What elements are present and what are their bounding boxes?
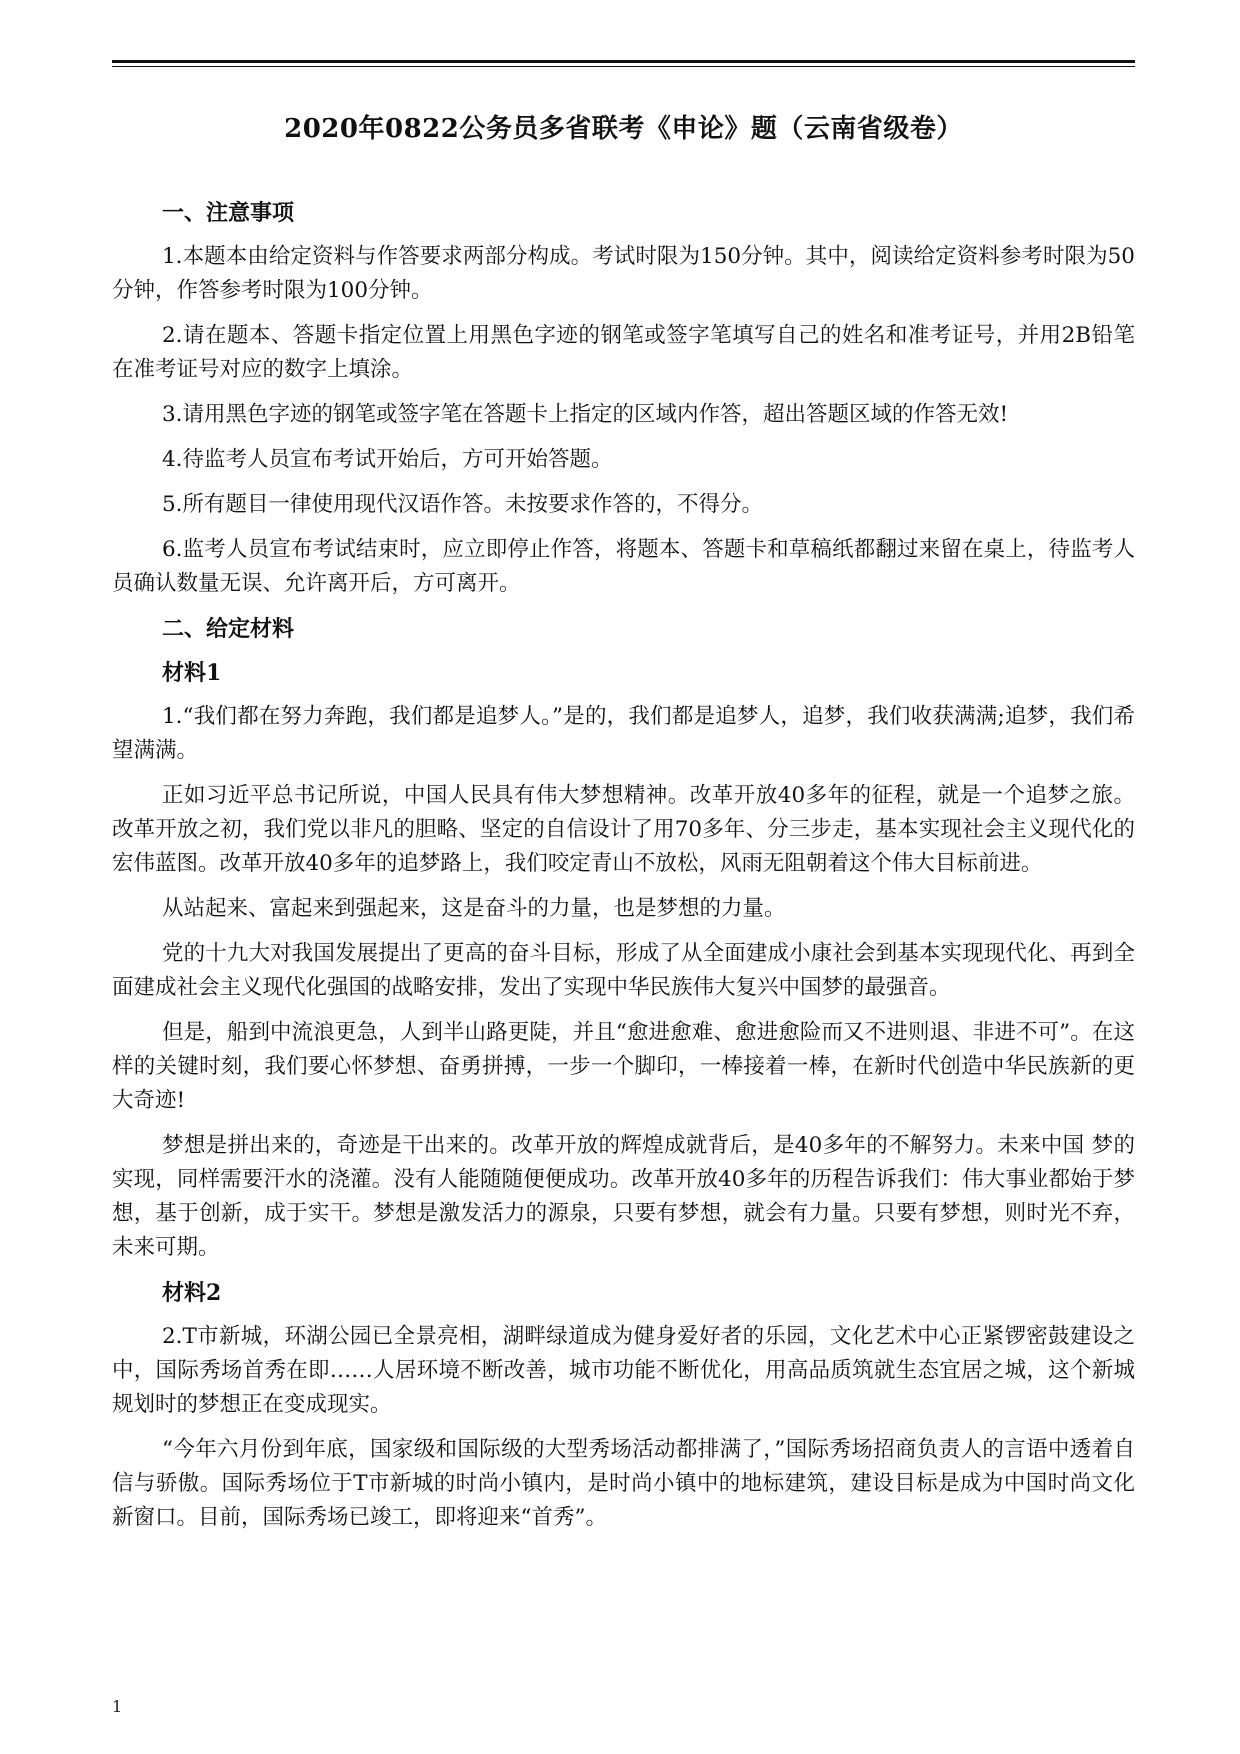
material-1-paragraph: 正如习近平总书记所说，中国人民具有伟大梦想精神。改革开放40多年的征程，就是一个追梦之旅。改革开放之初，我们党以非凡的胆略、坚定的自信设计了用70多年、分三步走，基本实现社会主义现代化的宏伟蓝图。改革开放40多年的追梦路上，我们咬定青山不放松，风雨无阻朝着这个伟大目标前进。 <box>112 783 1135 876</box>
material-2-heading: 材料2 <box>162 1280 222 1306</box>
notice-item: 5.所有题目一律使用现代汉语作答。未按要求作答的，不得分。 <box>162 492 764 517</box>
material-1-heading: 材料1 <box>162 660 222 686</box>
material-1-paragraph: 从站起来、富起来到强起来，这是奋斗的力量，也是梦想的力量。 <box>162 896 786 921</box>
notice-item: 1.本题本由给定资料与作答要求两部分构成。考试时限为150分钟。其中，阅读给定资料参考时限为50分钟，作答参考时限为100分钟。 <box>112 244 1135 303</box>
material-1-paragraph: 梦想是拼出来的，奇迹是干出来的。改革开放的辉煌成就背后，是40多年的不解努力。未来中国 梦的实现，同样需要汗水的浇灌。没有人能随随便便成功。改革开放40多年的历程告诉我们：伟大事业都始于梦想，基于创新，成于实干。梦想是激发活力的源泉，只要有梦想，就会有力量。只要有梦想，则时光不弃，未来可期。 <box>112 1133 1135 1260</box>
notice-item: 3.请用黑色字迹的钢笔或签字笔在答题卡上指定的区域内作答，超出答题区域的作答无效! <box>162 402 1009 427</box>
notice-item: 4.待监考人员宣布考试开始后，方可开始答题。 <box>162 447 613 472</box>
document-title: 2020年0822公务员多省联考《申论》题（云南省级卷） <box>284 114 963 144</box>
material-1-paragraph: 党的十九大对我国发展提出了更高的奋斗目标，形成了从全面建成小康社会到基本实现现代化、再到全面建成社会主义现代化强国的战略安排，发出了实现中华民族伟大复兴中国梦的最强音。 <box>112 941 1135 1000</box>
header-rule-thick <box>112 60 1135 63</box>
material-2-paragraph: “今年六月份到年底，国家级和国际级的大型秀场活动都排满了，”国际秀场招商负责人的言语中透着自信与骄傲。国际秀场位于T市新城的时尚小镇内，是时尚小镇中的地标建筑，建设目标是成为中国时尚文化新窗口。目前，国际秀场已竣工，即将迎来“首秀”。 <box>112 1437 1135 1530</box>
section-heading-materials: 二、给定材料 <box>162 616 295 642</box>
notice-item: 2.请在题本、答题卡指定位置上用黑色字迹的钢笔或签字笔填写自己的姓名和准考证号，并用2B铅笔在准考证号对应的数字上填涂。 <box>112 323 1135 382</box>
page-number: 1 <box>112 1697 123 1716</box>
notice-item: 6.监考人员宣布考试结束时，应立即停止作答，将题本、答题卡和草稿纸都翻过来留在桌上，待监考人员确认数量无误、允许离开后，方可离开。 <box>112 537 1135 596</box>
document-body <box>112 196 1135 1546</box>
section-heading-notes: 一、注意事项 <box>162 200 295 226</box>
header-rule-thin <box>112 66 1135 67</box>
material-1-paragraph: 1.“我们都在努力奔跑，我们都是追梦人。”是的，我们都是追梦人，追梦，我们收获满满;追梦，我们希望满满。 <box>112 704 1135 763</box>
material-2-paragraph: 2.T市新城，环湖公园已全景亮相，湖畔绿道成为健身爱好者的乐园，文化艺术中心正紧锣密鼓建设之中，国际秀场首秀在即……人居环境不断改善，城市功能不断优化，用高品质筑就生态宜居之城，这个新城规划时的梦想正在变成现实。 <box>112 1324 1135 1417</box>
material-1-paragraph: 但是，船到中流浪更急，人到半山路更陡，并且“愈进愈难、愈进愈险而又不进则退、非进不可”。在这样的关键时刻，我们要心怀梦想、奋勇拼搏，一步一个脚印，一棒接着一棒，在新时代创造中华民族新的更大奇迹! <box>112 1020 1135 1113</box>
